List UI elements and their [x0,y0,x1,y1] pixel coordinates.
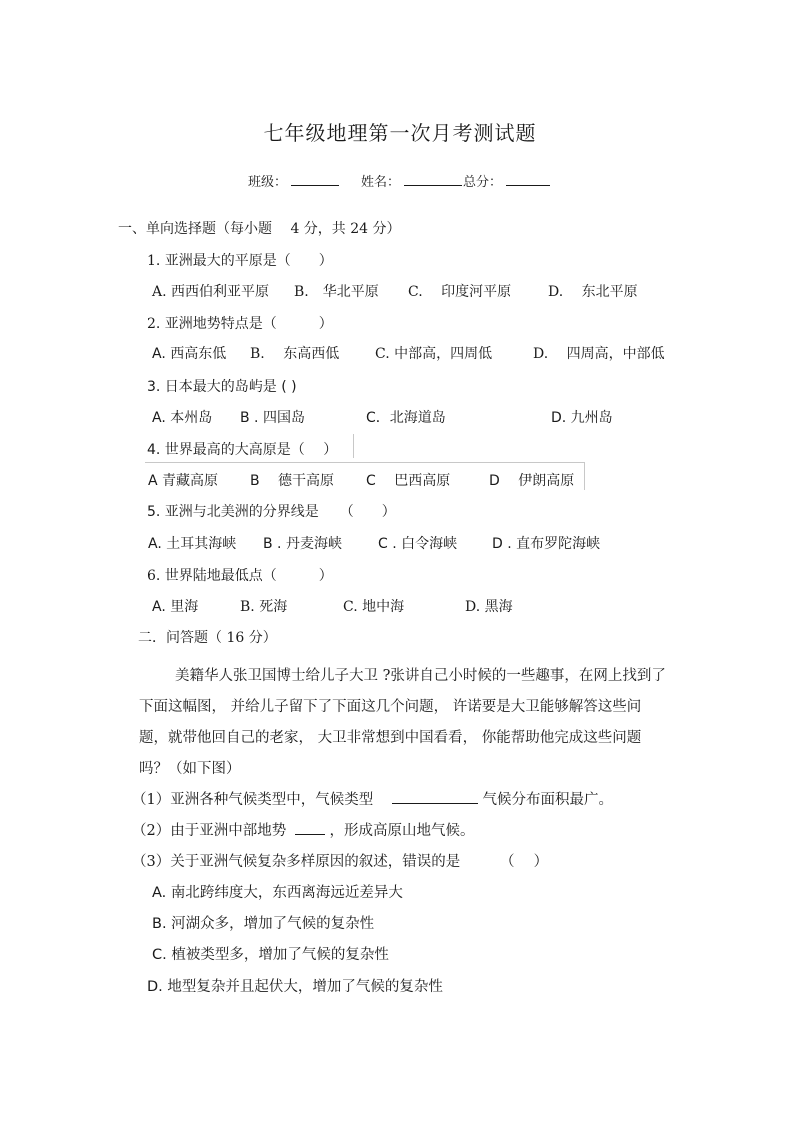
q2-option-c[interactable]: C. 中部高，四周低 [375,346,493,362]
total-blank[interactable] [506,173,550,186]
essay-q1-suffix: 气候分布面积最广。 [482,792,613,808]
name-blank[interactable] [404,173,462,186]
essay-q3-paren: （ ） [500,854,549,870]
scan-divider [584,462,585,490]
essay-question-3: （3）关于亚洲气候复杂多样原因的叙述，错误的是 [132,854,461,870]
q5-option-a[interactable]: A. 土耳其海峡 [148,536,237,552]
class-field [248,171,339,190]
essay-question-2 [132,819,474,840]
essay-q2-blank[interactable] [295,822,325,835]
paragraph-line-3: 题，就带他回自己的老家， 大卫非常想到中国看看， 你能帮助他完成这些问题 [139,730,642,746]
essay-q3-option-a[interactable]: A. 南北跨纬度大，东西离海远近差异大 [152,885,403,901]
scan-divider [353,434,354,458]
q4-option-d[interactable]: D 伊朗高原 [489,473,575,489]
scan-divider [145,462,585,463]
essay-q3-option-d[interactable]: D. 地型复杂并且起伏大，增加了气候的复杂性 [147,979,443,995]
paragraph-line-1: 美籍华人张卫国博士给儿子大卫 ?张讲自己小时候的一些趣事，在网上找到了 [175,668,666,684]
q4-option-a[interactable]: A 青藏高原 [148,473,219,489]
exam-title: 七年级地理第一次月考测试题 [263,121,537,145]
name-field [361,171,462,190]
essay-q1-prefix: （1）亚洲各种气候类型中，气候类型 [132,792,374,808]
q3-option-d[interactable]: D. 九州岛 [551,410,613,426]
paragraph-line-4: 吗？（如下图） [139,761,241,777]
total-field [463,171,550,190]
essay-q2-prefix: （2）由于亚洲中部地势 [132,823,287,839]
q6-option-d[interactable]: D. 黑海 [465,599,513,615]
question-4-stem: 4. 世界最高的大高原是（ ） [147,442,338,458]
q2-option-a[interactable]: A. 西高东低 [152,346,227,362]
q3-option-c[interactable]: C．北海道岛 [366,410,446,426]
q5-option-b[interactable]: B . 丹麦海峡 [263,536,342,552]
q5-option-d[interactable]: D . 直布罗陀海峡 [492,536,601,552]
q2-option-d[interactable]: D. 四周高，中部低 [533,346,665,362]
essay-q1-blank[interactable] [392,791,478,804]
essay-question-1 [132,788,613,809]
q3-option-a[interactable]: A. 本州岛 [152,410,213,426]
q4-option-b[interactable]: B 德干高原 [250,473,335,489]
total-label: 总分： [463,175,503,190]
q3-option-b[interactable]: B . 四国岛 [240,410,305,426]
q1-option-a[interactable]: A. 西西伯利亚平原 [152,284,270,300]
class-label: 班级： [248,175,288,190]
question-2-stem: 2. 亚洲地势特点是（ ） [147,316,333,332]
q4-option-c[interactable]: C 巴西高原 [366,473,451,489]
class-blank[interactable] [291,173,339,186]
paragraph-line-2: 下面这幅图， 并给儿子留下了下面这几个问题， 许诺要是大卫能够解答这些问 [139,699,642,715]
section1-heading: 一、单向选择题（每小题 4 分，共 24 分） [118,221,401,237]
question-6-stem: 6. 世界陆地最低点（ ） [147,568,333,584]
essay-q3-option-b[interactable]: B. 河湖众多，增加了气候的复杂性 [152,916,375,932]
q2-option-b[interactable]: B. 东高西低 [250,346,340,362]
essay-q3-option-c[interactable]: C. 植被类型多，增加了气候的复杂性 [152,947,389,963]
q1-option-d[interactable]: D. 东北平原 [548,284,638,300]
question-1-stem: 1. 亚洲最大的平原是（ ） [147,253,333,269]
q6-option-a[interactable]: A. 里海 [152,599,199,615]
q1-option-b[interactable]: B. 华北平原 [294,284,379,300]
name-label: 姓名： [361,175,401,190]
essay-q2-suffix: ，形成高原山地气候。 [329,823,475,839]
q1-option-c[interactable]: C. 印度河平原 [408,284,512,300]
section2-heading: 二．问答题（ 16 分） [138,630,277,646]
question-5-stem: 5. 亚洲与北美洲的分界线是 （ ） [147,504,396,520]
q6-option-b[interactable]: B. 死海 [240,599,288,615]
q6-option-c[interactable]: C. 地中海 [343,599,405,615]
q5-option-c[interactable]: C . 白令海峡 [378,536,458,552]
question-3-stem: 3. 日本最大的岛屿是 ( ) [147,379,297,395]
